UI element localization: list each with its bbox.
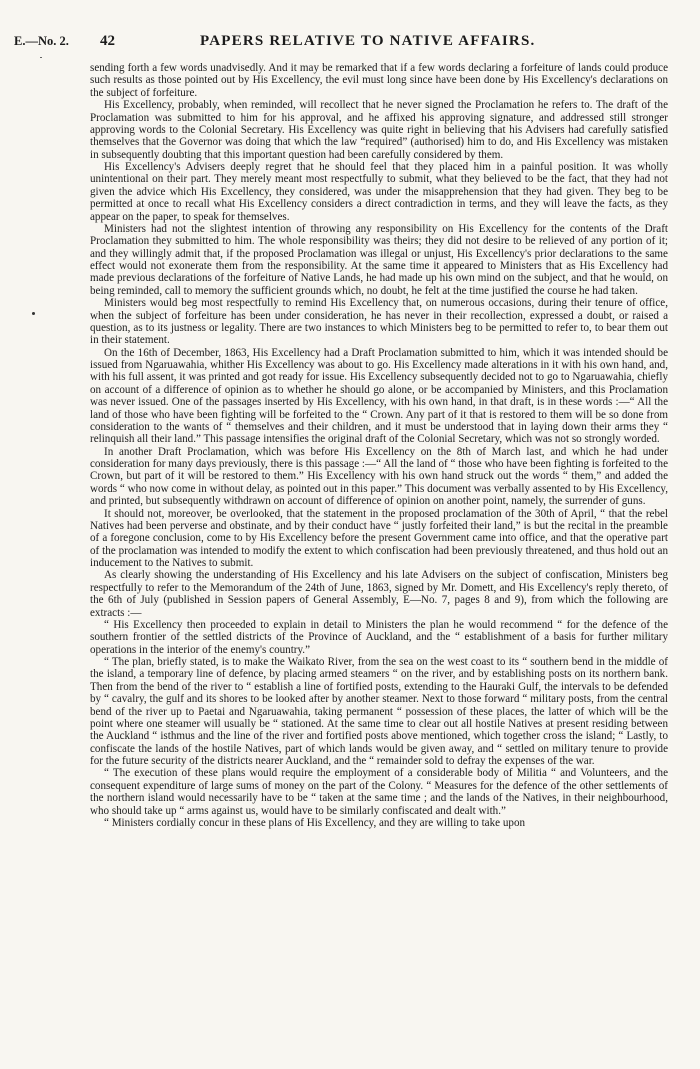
paragraph: sending forth a few words unadvisedly. And it may be remarked that if a few words declaring a forfeiture of lands could produce such results as those pointed out by His Excellency, the evil must long since have been done by His Excellency's declarations on the subject of forfeiture. (90, 62, 668, 99)
paragraph: In another Draft Proclamation, which was before His Excellency on the 8th of March last, and which he had under consideration for many days previously, there is this passage :—“ All the land of “ those who have been fighting is forfeited to the Crown, but part of it will be restored to them.” His Excellency with his own hand struck out the words “ them,” and added the words “ who now come in without delay, as pointed out in this paper.” This document was verbally assented to by His Excellency, and printed, but subsequently withdrawn on account of difference of opinion on another point, namely, the surrender of guns. (90, 445, 668, 508)
print-speck (40, 57, 42, 58)
paragraph: As clearly showing the understanding of His Excellency and his late Advisers on the subject of confiscation, Ministers beg respectfully to refer to the Memorandum of the 24th of June, 1863, signed by Mr. Domett, and His Excellency's reply thereto, of the 6th of July (published in Session papers of General Assembly, E—No. 7, pages 8 and 9), from which the following are extracts :— (90, 569, 668, 619)
paragraph: Ministers had not the slightest intention of throwing any responsibility on His Excellency for the contents of the Draft Proclamation they submitted to him. The whole responsibility was theirs; they did not desire to be relieved of any portion of it; and they willingly admit that, if the proposed Proclamation was illegal or unjust, His Excellency's prior declarations to the same effect would not exonerate them from the responsibility. At the same time it appeared to Ministers that as His Excellency had made previous declarations of the forfeiture of Native Lands, he had made up his own mind on the subject, and that he would, on being reminded, call to memory the sufficient grounds which, no doubt, he felt at the time justified the course he had taken. (90, 222, 668, 297)
quote-paragraph: “ Ministers cordially concur in these plans of His Excellency, and they are willing to take upon (104, 816, 526, 829)
paragraph: It should not, moreover, be overlooked, that the statement in the proposed proclamation of the 30th of April, “ that the rebel Natives had been perverse and obstinate, and by their conduct have “ justly forfeited their land,” is but the recital in the preamble of a foregone conclusion, come to by His Excellency before the present Government came into office, and that the operative part of the proclamation was intended to modify the extent to which confiscation had been previously threatened, and thus hold out an inducement to the Natives to submit. (90, 507, 668, 569)
series-label: E.—No. 2. (14, 34, 69, 48)
quote-paragraph: “ His Excellency then proceeded to explain in detail to Ministers the plan he would recommend “ for the defence of the southern frontier of the settled districts of the Province of Auckland, and the “ establishment of a basis for further military operations in the interior of the enemy's country.” (90, 618, 668, 656)
page-number: 42 (100, 33, 115, 49)
paragraph: Ministers would beg most respectfully to remind His Excellency that, on numerous occasions, during their tenure of office, when the subject of forfeiture has been under consideration, he has never in their recollection, expressed a doubt, or raised a question, as to its justness or legality. There are two instances to which Ministers beg to be permitted to refer to, to bear them out in their statement. (90, 297, 668, 347)
page-header (14, 34, 654, 52)
paragraph: His Excellency's Advisers deeply regret that he should feel that they placed him in a painful position. It was wholly unintentional on their part. They merely meant most respectfully to submit, what they believed to be the fact, that they had not given the advice which His Excellency, they considered, was under the misapprehension that they had given. They beg to be permitted at once to recall what His Excellency considers a direct contradiction in terms, and they will leave the facts, as they appear on the paper, to speak for themselves. (90, 161, 668, 223)
quote-paragraph: “ The plan, briefly stated, is to make the Waikato River, from the sea on the west coast to its “ southern bend in the middle of the island, a temporary line of defence, by placing armed steamers “ on the river, and by establishing posts on its northern bank. Then from the bend of the river to “ establish a line of fortified posts, extending to the Hauraki Gulf, the intervals to be defended by “ cavalry, the gulf and its shores to be looked after by another steamer. Next to those forward “ military posts, from the central bend of the river up to Paetai and Ngaruawahia, taking permanent “ possession of these places, the latter of which will be the point where one steamer will usually be “ stationed. At the same time to clear out all hostile Natives at present residing between the Auckland “ isthmus and the line of the river and fortified posts above mentioned, which together cross the island; “ Lastly, to confiscate the lands of the hostile Natives, part of which lands would be given away, and “ settled on military tenure to provide for the future security of the districts nearer Auckland, and the “ remainder sold to defray the expenses of the war. (90, 656, 668, 767)
paragraph: On the 16th of December, 1863, His Excellency had a Draft Proclamation submitted to him, which it was intended should be issued from Ngaruawahia, whither His Excellency was about to go. His Excellency made alterations in it with his own hand, and, with his full assent, it was printed and got ready for issue. His Excellency subsequently decided not to go to Ngaruawahia, chiefly on account of a difference of opinion as to whether he should go alone, or be accompanied by Ministers, and this Proclamation was never issued. One of the passages inserted by His Excellency, with his own hand, in that draft, is in these words :—“ All the land of those who have been fighting will be forfeited to the “ Crown. Any part of it that is restored to them will be so done from consideration to the wants of “ themselves and their children, and it must be understood that in laying down their arms they “ relinquish all their land.” This passage intensifies the original draft of the Colonial Secretary, which was not so strongly worded. (90, 346, 668, 446)
body-text (90, 62, 668, 829)
quote-paragraph: “ The execution of these plans would require the employment of a considerable body of Militia “ and Volunteers, and the consequent expenditure of large sums of money on the part of the Colony. “ Measures for the defence of the other settlements of the northern island would necessarily have to be “ taken at the same time ; and the lands of the Natives, in their neighbourhood, who should take up “ arms against us, would have to be similarly confiscated and dealt with.” (90, 767, 668, 817)
running-title: PAPERS RELATIVE TO NATIVE AFFAIRS. (200, 33, 536, 49)
margin-mark (32, 312, 35, 315)
paragraph: His Excellency, probably, when reminded, will recollect that he never signed the Proclamation he refers to. The draft of the Proclamation was submitted to him for his approval, and he affixed his approving signature, and addressed still stronger approving words to the Colonial Secretary. His Excellency was quite right in believing that his Advisers had carefully satisfied themselves that the Governor was doing that which the law “required” (authorised) him to do, and His Excellency was mistaken in subsequently doubting that this important question had been carefully considered by them. (90, 99, 668, 161)
